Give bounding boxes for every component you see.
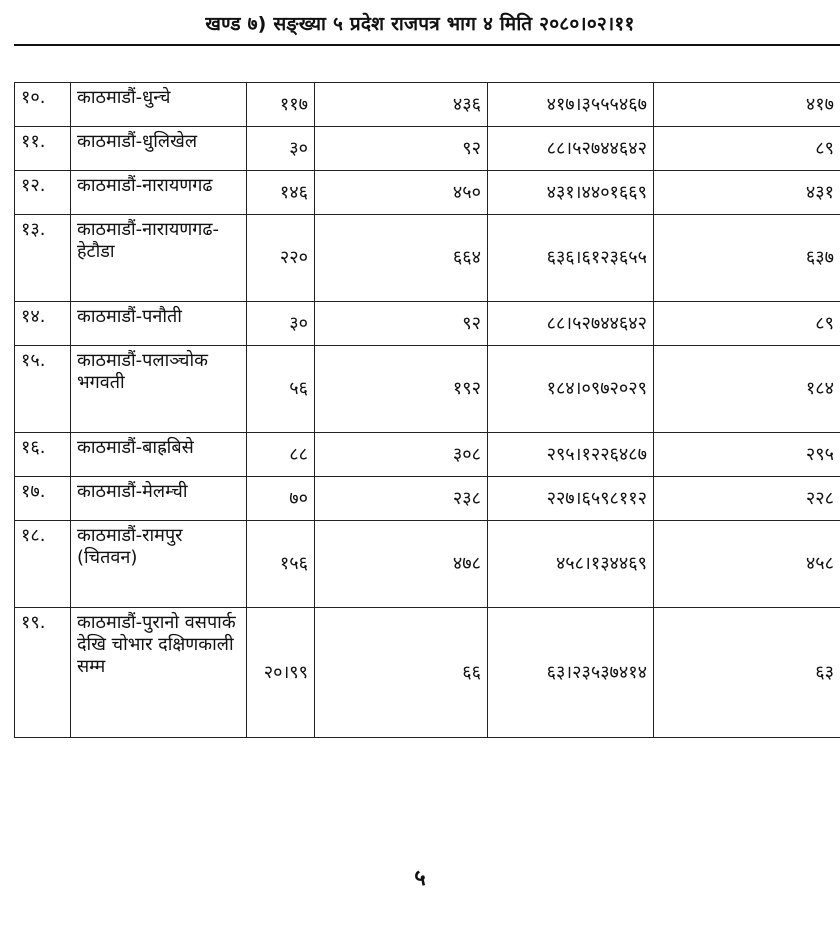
route-name-cell: काठमाडौं-पलाञ्चोक भगवती bbox=[71, 346, 247, 433]
value-cell: ४३६ bbox=[315, 83, 488, 127]
table-row bbox=[15, 171, 840, 215]
distance-cell: १४६ bbox=[247, 171, 315, 215]
serial-number-cell: १६. bbox=[15, 433, 71, 477]
fare-cell: ४३१ bbox=[654, 171, 840, 215]
value-cell: ६६४ bbox=[315, 215, 488, 302]
rate-cell: २२७।६५९८११२ bbox=[488, 477, 654, 521]
table-row bbox=[15, 302, 840, 346]
distance-cell: ३० bbox=[247, 302, 315, 346]
rate-cell: ८८।५२७४४६४२ bbox=[488, 127, 654, 171]
rate-cell: ४५८।१३४४६९ bbox=[488, 521, 654, 608]
serial-number-cell: १३. bbox=[15, 215, 71, 302]
table-row bbox=[15, 521, 840, 608]
distance-cell: ११७ bbox=[247, 83, 315, 127]
value-cell: ३०८ bbox=[315, 433, 488, 477]
route-name-cell: काठमाडौं-पनौती bbox=[71, 302, 247, 346]
serial-number-cell: १९. bbox=[15, 608, 71, 738]
route-name-cell: काठमाडौं-धुलिखेल bbox=[71, 127, 247, 171]
rate-cell: ८८।५२७४४६४२ bbox=[488, 302, 654, 346]
route-name-cell: काठमाडौं-धुन्चे bbox=[71, 83, 247, 127]
distance-cell: ३० bbox=[247, 127, 315, 171]
distance-cell: ७० bbox=[247, 477, 315, 521]
serial-number-cell: १४. bbox=[15, 302, 71, 346]
serial-number-cell: १५. bbox=[15, 346, 71, 433]
serial-number-cell: १२. bbox=[15, 171, 71, 215]
route-name-cell: काठमाडौं-नारायणगढ- हेटौडा bbox=[71, 215, 247, 302]
route-name-cell: काठमाडौं-रामपुर (चितवन) bbox=[71, 521, 247, 608]
table-row bbox=[15, 346, 840, 433]
page-header: खण्ड ७) सङ्ख्या ५ प्रदेश राजपत्र भाग ४ मिति २०८०।०२।११ bbox=[205, 13, 635, 35]
serial-number-cell: १०. bbox=[15, 83, 71, 127]
table-row bbox=[15, 477, 840, 521]
distance-cell: ८८ bbox=[247, 433, 315, 477]
rate-cell: ६३।२३५३७४१४ bbox=[488, 608, 654, 738]
rate-cell: १८४।०९७२०२९ bbox=[488, 346, 654, 433]
table-row bbox=[15, 433, 840, 477]
value-cell: ४७८ bbox=[315, 521, 488, 608]
rate-cell: ६३६।६१२३६५५ bbox=[488, 215, 654, 302]
route-name-cell: काठमाडौं-मेलम्ची bbox=[71, 477, 247, 521]
table-row bbox=[15, 215, 840, 302]
fare-cell: २९५ bbox=[654, 433, 840, 477]
route-name-cell: काठमाडौं-पुरानो वसपार्क देखि चोभार दक्षिणकाली सम्म bbox=[71, 608, 247, 738]
value-cell: ९२ bbox=[315, 302, 488, 346]
table-row bbox=[15, 83, 840, 127]
fare-cell: ८९ bbox=[654, 127, 840, 171]
value-cell: ४५० bbox=[315, 171, 488, 215]
serial-number-cell: १८. bbox=[15, 521, 71, 608]
fare-cell: ४५८ bbox=[654, 521, 840, 608]
rate-cell: ४३१।४४०१६६९ bbox=[488, 171, 654, 215]
fare-cell: १८४ bbox=[654, 346, 840, 433]
fare-cell: २२८ bbox=[654, 477, 840, 521]
fare-cell: ४१७ bbox=[654, 83, 840, 127]
rate-cell: २९५।१२२६४८७ bbox=[488, 433, 654, 477]
table-row bbox=[15, 608, 840, 738]
header-rule bbox=[14, 44, 840, 46]
route-name-cell: काठमाडौं-बाह्रबिसे bbox=[71, 433, 247, 477]
serial-number-cell: १७. bbox=[15, 477, 71, 521]
route-name-cell: काठमाडौं-नारायणगढ bbox=[71, 171, 247, 215]
fare-cell: ६३७ bbox=[654, 215, 840, 302]
value-cell: २३८ bbox=[315, 477, 488, 521]
serial-number-cell: ११. bbox=[15, 127, 71, 171]
distance-cell: २२० bbox=[247, 215, 315, 302]
table-row bbox=[15, 127, 840, 171]
rate-cell: ४१७।३५५५४६७ bbox=[488, 83, 654, 127]
value-cell: ९२ bbox=[315, 127, 488, 171]
fare-cell: ६३ bbox=[654, 608, 840, 738]
distance-cell: १५६ bbox=[247, 521, 315, 608]
page-number: ५ bbox=[414, 866, 426, 891]
distance-cell: ५६ bbox=[247, 346, 315, 433]
route-table bbox=[14, 82, 840, 738]
fare-cell: ८९ bbox=[654, 302, 840, 346]
value-cell: ६६ bbox=[315, 608, 488, 738]
distance-cell: २०।९९ bbox=[247, 608, 315, 738]
value-cell: १९२ bbox=[315, 346, 488, 433]
